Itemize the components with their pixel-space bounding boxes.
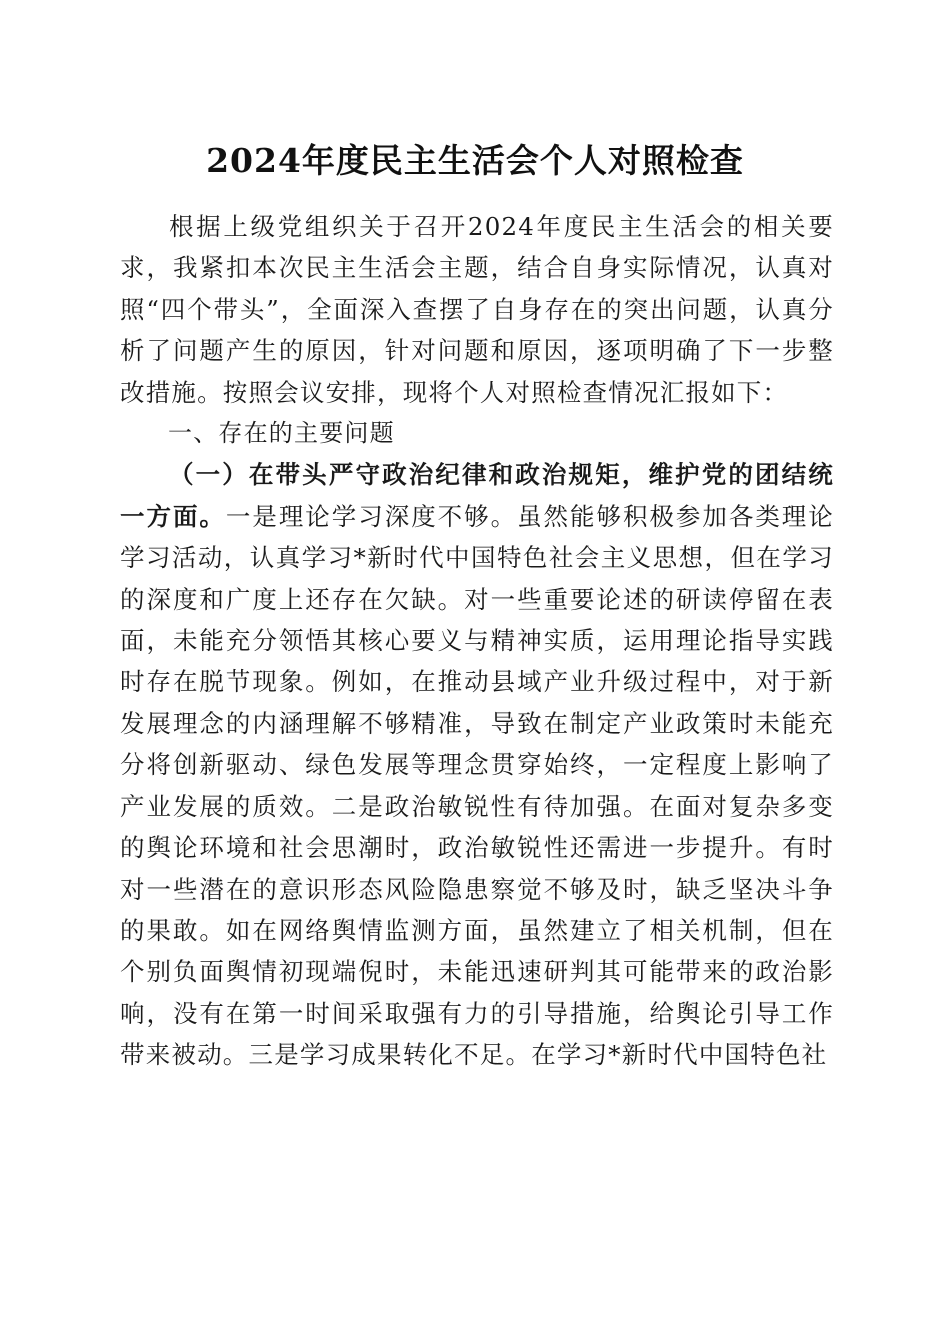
subsection-lead: （一）在带头严守政治纪律和政治规矩，维护党的团结统一方面。 <box>120 460 834 531</box>
document-body <box>120 206 834 1076</box>
document-title: 2024年度民主生活会个人对照检查 <box>206 141 744 180</box>
intro-paragraph: 根据上级党组织关于召开2024年度民主生活会的相关要求，我紧扣本次民主生活会主题，结合自身实际情况，认真对照“四个带头”，全面深入查摆了自身存在的突出问题，认真分析了问题产生的原因，针对问题和原因，逐项明确了下一步整改措施。按照会议安排，现将个人对照检查情况汇报如下： <box>120 212 834 407</box>
subsection-body: 一是理论学习深度不够。虽然能够积极参加各类理论学习活动，认真学习*新时代中国特色社会主义思想，但在学习的深度和广度上还存在欠缺。对一些重要论述的研读停留在表面，未能充分领悟其核心要义与精神实质，运用理论指导实践时存在脱节现象。例如，在推动县域产业升级过程中，对于新发展理念的内涵理解不够精准，导致在制定产业政策时未能充分将创新驱动、绿色发展等理念贯穿始终，一定程度上影响了产业发展的质效。二是政治敏锐性有待加强。在面对复杂多变的舆论环境和社会思潮时，政治敏锐性还需进一步提升。有时对一些潜在的意识形态风险隐患察觉不够及时，缺乏坚决斗争的果敢。如在网络舆情监测方面，虽然建立了相关机制，但在个别负面舆情初现端倪时，未能迅速研判其可能带来的政治影响，没有在第一时间采取强有力的引导措施，给舆论引导工作带来被动。三是学习成果转化不足。在学习*新时代中国特色社 <box>120 501 834 1070</box>
section-heading: 一、存在的主要问题 <box>168 419 395 448</box>
subsection-paragraph <box>120 454 834 1075</box>
